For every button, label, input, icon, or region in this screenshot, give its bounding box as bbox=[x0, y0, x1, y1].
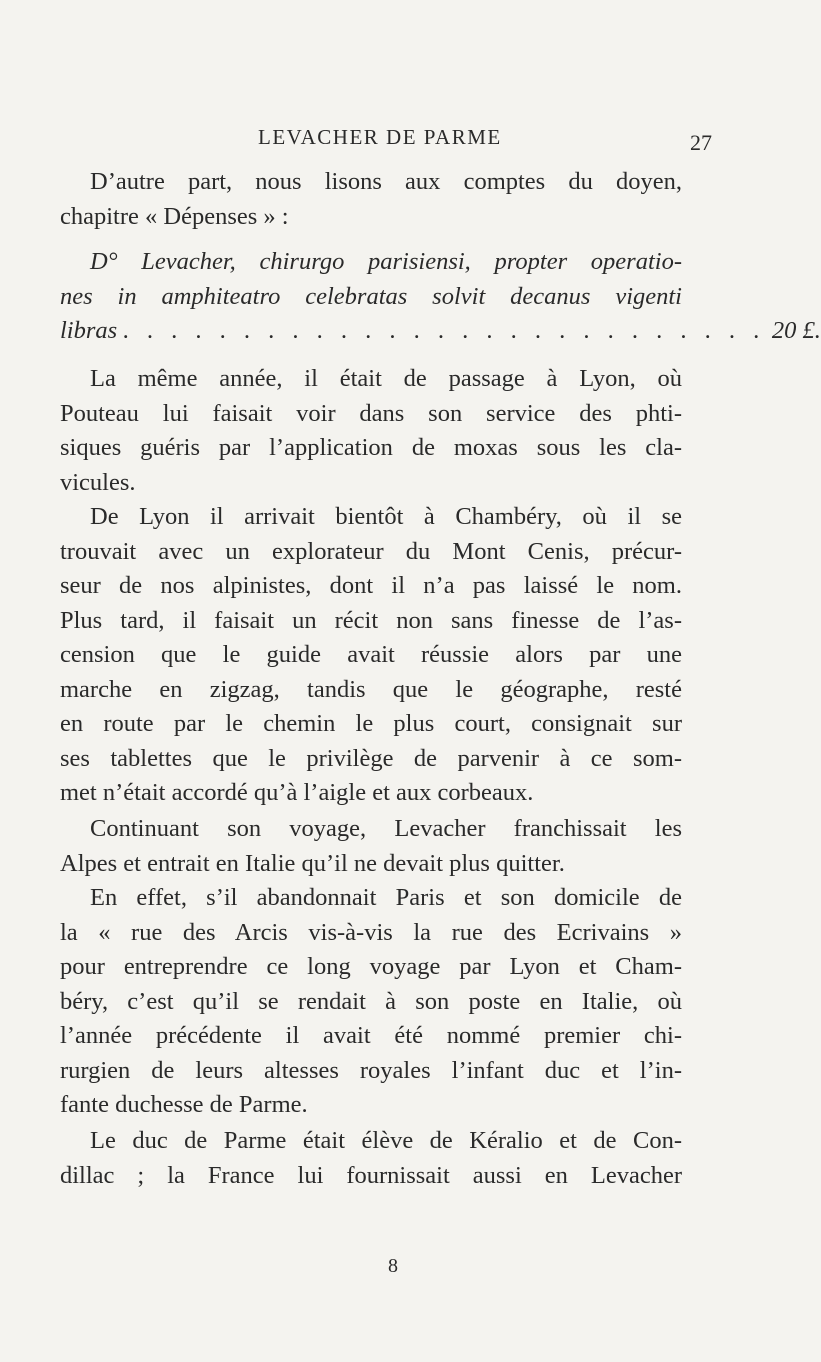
text-line: met n’était accordé qu’à l’aigle et aux corbeaux. bbox=[60, 779, 534, 806]
signature-mark: 8 bbox=[388, 1255, 398, 1277]
text-line: rurgien de leurs altesses royales l’infant duc et l’in- bbox=[60, 1056, 682, 1084]
text-line: béry, c’est qu’il se rendait à son poste en Italie, où bbox=[60, 987, 682, 1015]
text-line: pour entreprendre ce long voyage par Lyon et Cham- bbox=[60, 953, 682, 980]
text-line: en route par le chemin le plus court, consignait sur bbox=[60, 710, 682, 737]
citation-line: nes in amphiteatro celebratas solvit decanus vigenti bbox=[60, 282, 682, 310]
text-line: En effet, s’il abandonnait Paris et son domicile de bbox=[90, 884, 682, 911]
text-line: seur de nos alpinistes, dont il n’a pas laissé le nom. bbox=[60, 572, 682, 599]
text-line: cension que le guide avait réussie alors par une bbox=[60, 641, 682, 668]
running-head: LEVACHER DE PARME bbox=[258, 125, 502, 149]
text-line: marche en zigzag, tandis que le géographe, resté bbox=[60, 675, 682, 703]
paragraph-6 bbox=[60, 1124, 682, 1193]
text-line: Alpes et entrait en Italie qu’il ne devait plus quitter. bbox=[60, 849, 565, 877]
citation-total-line bbox=[60, 314, 821, 349]
paragraph-1 bbox=[60, 165, 682, 234]
text-line: Pouteau lui faisait voir dans son service des phti- bbox=[60, 399, 682, 427]
text-line: D’autre part, nous lisons aux comptes du doyen, bbox=[90, 168, 682, 195]
text-line: Continuant son voyage, Levacher franchissait les bbox=[90, 815, 682, 842]
paragraph-4 bbox=[60, 812, 682, 881]
citation-amount: 20 £. bbox=[771, 317, 821, 344]
paragraph-3 bbox=[60, 500, 682, 811]
text-line: siques guéris par l’application de moxas sous les cla- bbox=[60, 434, 682, 461]
text-line: l’année précédente il avait été nommé premier chi- bbox=[60, 1022, 682, 1049]
text-line: trouvait avec un explorateur du Mont Cenis, précur- bbox=[60, 537, 682, 565]
citation-word: libras bbox=[60, 317, 118, 344]
citation-line: D° Levacher, chirurgo parisiensi, propter operatio- bbox=[90, 248, 682, 275]
text-line: La même année, il était de passage à Lyon, où bbox=[90, 365, 682, 392]
page-number: 27 bbox=[690, 130, 712, 155]
text-line: Le duc de Parme était élève de Kéralio et de Con- bbox=[90, 1127, 682, 1154]
text-line: chapitre « Dépenses » : bbox=[60, 202, 289, 230]
text-line: fante duchesse de Parme. bbox=[60, 1091, 308, 1118]
latin-citation bbox=[60, 245, 821, 349]
text-line: vicules. bbox=[60, 468, 136, 496]
text-line: ses tablettes que le privilège de parvenir à ce som- bbox=[60, 744, 682, 772]
text-line: Plus tard, il faisait un récit non sans finesse de l’as- bbox=[60, 606, 682, 634]
text-line: De Lyon il arrivait bientôt à Chambéry, où il se bbox=[90, 503, 682, 530]
text-line: dillac ; la France lui fournissait aussi en Levacher bbox=[60, 1161, 682, 1189]
paragraph-5 bbox=[60, 881, 682, 1123]
text-line: la « rue des Arcis vis-à-vis la rue des Ecrivains » bbox=[60, 918, 682, 946]
leader-dots: . . . . . . . . . . . . . . . . . . . . . . . . . . . bbox=[123, 317, 766, 344]
paragraph-2 bbox=[60, 362, 682, 500]
